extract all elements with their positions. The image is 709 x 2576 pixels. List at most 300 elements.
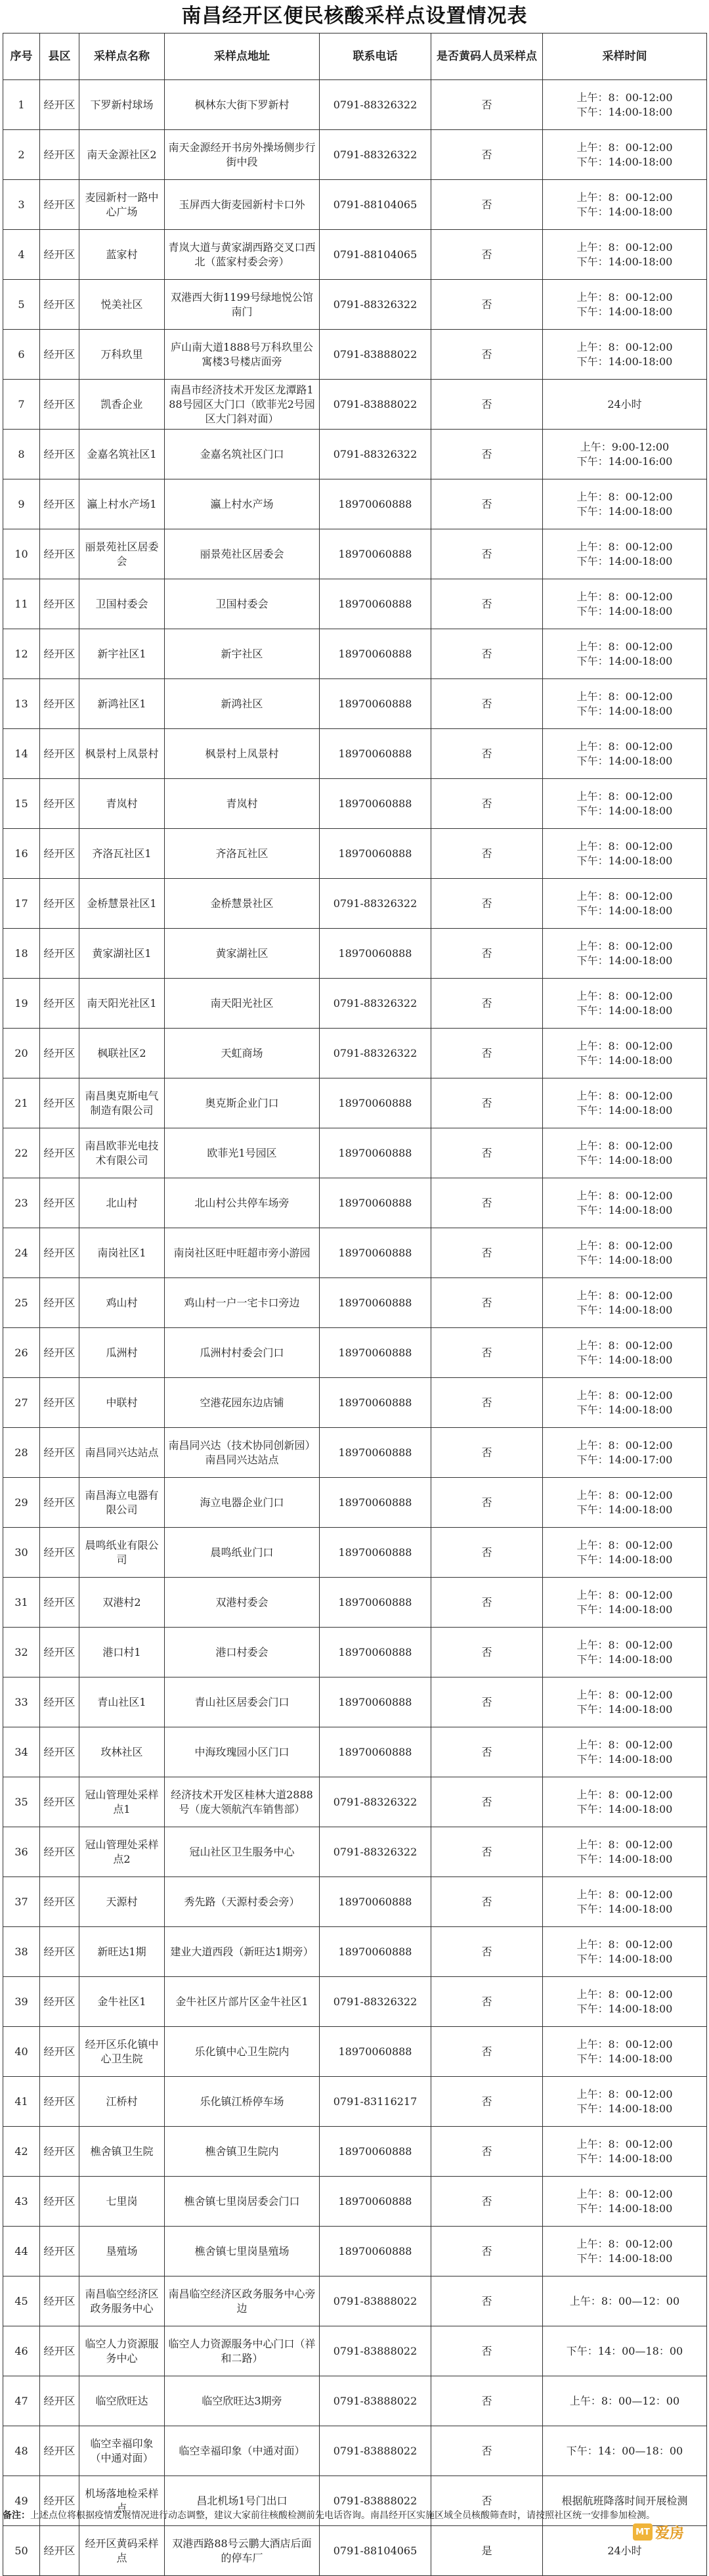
time-line: 下午：14:00-18:00 bbox=[576, 1553, 673, 1566]
cell-site-name: 金嘉名筑社区1 bbox=[79, 430, 165, 479]
cell-time bbox=[543, 1228, 707, 1278]
cell-time bbox=[543, 2276, 707, 2326]
cell-time bbox=[543, 1777, 707, 1827]
time-line: 下午：14:00-18:00 bbox=[576, 1103, 673, 1117]
cell-no: 42 bbox=[3, 2127, 40, 2177]
cell-yellow-code: 否 bbox=[431, 280, 543, 330]
cell-phone: 0791-83888022 bbox=[320, 2476, 431, 2526]
cell-site-name: 新鸿社区1 bbox=[79, 679, 165, 729]
cell-no: 1 bbox=[3, 80, 40, 130]
cell-site-name: 经开区乐化镇中心卫生院 bbox=[79, 2027, 165, 2077]
cell-time bbox=[543, 2127, 707, 2177]
cell-phone: 0791-83888022 bbox=[320, 2276, 431, 2326]
time-line: 下午：14:00-18:00 bbox=[576, 904, 673, 917]
time-line: 上午：8：00—12：00 bbox=[569, 2294, 680, 2307]
cell-address: 樵舍镇七里岗居委会门口 bbox=[165, 2177, 320, 2227]
cell-district: 经开区 bbox=[40, 80, 79, 130]
time-line: 上午：8：00-12:00 bbox=[576, 1988, 673, 2001]
time-line: 下午：14:00-17:00 bbox=[576, 1453, 673, 1466]
cell-site-name: 垦殖场 bbox=[79, 2227, 165, 2276]
cell-no: 50 bbox=[3, 2526, 40, 2576]
cell-site-name: 冠山管理处采样点2 bbox=[79, 1827, 165, 1877]
cell-address: 临空人力资源服务中心门口（祥和二路） bbox=[165, 2326, 320, 2376]
cell-address: 天虹商场 bbox=[165, 1029, 320, 1078]
time-line: 上午：8：00-12:00 bbox=[576, 2237, 673, 2250]
cell-yellow-code: 否 bbox=[431, 1677, 543, 1727]
cell-no: 15 bbox=[3, 779, 40, 829]
table-row bbox=[3, 629, 707, 679]
time-line: 下午：14:00-18:00 bbox=[576, 205, 673, 218]
cell-yellow-code: 否 bbox=[431, 1777, 543, 1827]
cell-phone: 0791-83888022 bbox=[320, 2326, 431, 2376]
table-row bbox=[3, 2177, 707, 2227]
time-line: 下午：14:00-18:00 bbox=[576, 504, 673, 518]
cell-yellow-code: 否 bbox=[431, 1877, 543, 1927]
time-line: 下午：14:00-18:00 bbox=[576, 255, 673, 268]
time-line: 下午：14:00-18:00 bbox=[576, 2202, 673, 2215]
cell-site-name: 南岗社区1 bbox=[79, 1228, 165, 1278]
cell-district: 经开区 bbox=[40, 1378, 79, 1428]
cell-address: 乐化镇江桥停车场 bbox=[165, 2077, 320, 2127]
cell-site-name: 港口村1 bbox=[79, 1628, 165, 1677]
time-line: 下午：14:00-18:00 bbox=[576, 1852, 673, 1865]
table-row bbox=[3, 330, 707, 380]
cell-yellow-code: 否 bbox=[431, 2326, 543, 2376]
cell-address: 空港花园东边店铺 bbox=[165, 1378, 320, 1428]
cell-site-name: 凯香企业 bbox=[79, 380, 165, 430]
cell-district: 经开区 bbox=[40, 729, 79, 779]
time-line: 上午：8：00-12:00 bbox=[576, 690, 673, 703]
cell-site-name: 南昌临空经济区政务服务中心 bbox=[79, 2276, 165, 2326]
cell-address: 金桥慧景社区 bbox=[165, 879, 320, 929]
time-line: 下午：14:00-18:00 bbox=[576, 1303, 673, 1316]
table-header-row bbox=[3, 33, 707, 80]
table-row bbox=[3, 1078, 707, 1128]
cell-district: 经开区 bbox=[40, 479, 79, 529]
cell-time bbox=[543, 979, 707, 1029]
cell-phone: 18970060888 bbox=[320, 1128, 431, 1178]
cell-yellow-code: 否 bbox=[431, 430, 543, 479]
cell-time bbox=[543, 1927, 707, 1977]
cell-district: 经开区 bbox=[40, 1628, 79, 1677]
cell-time bbox=[543, 1528, 707, 1578]
time-line: 上午：8：00-12:00 bbox=[576, 2037, 673, 2051]
cell-time bbox=[543, 829, 707, 879]
cell-phone: 18970060888 bbox=[320, 1727, 431, 1777]
cell-phone: 18970060888 bbox=[320, 629, 431, 679]
cell-address: 南昌同兴达（技术协同创新园）南昌同兴达站点 bbox=[165, 1428, 320, 1478]
cell-time bbox=[543, 180, 707, 230]
cell-yellow-code: 否 bbox=[431, 2376, 543, 2426]
cell-phone: 0791-88104065 bbox=[320, 230, 431, 280]
cell-site-name: 樵舍镇卫生院 bbox=[79, 2127, 165, 2177]
cell-no: 27 bbox=[3, 1378, 40, 1428]
cell-site-name: 冠山管理处采样点1 bbox=[79, 1777, 165, 1827]
cell-phone: 0791-88326322 bbox=[320, 430, 431, 479]
time-line: 上午：8：00-12:00 bbox=[576, 1938, 673, 1951]
cell-yellow-code: 否 bbox=[431, 2276, 543, 2326]
cell-no: 35 bbox=[3, 1777, 40, 1827]
cell-yellow-code: 否 bbox=[431, 1078, 543, 1128]
table-row bbox=[3, 529, 707, 579]
table-row bbox=[3, 1977, 707, 2027]
cell-district: 经开区 bbox=[40, 430, 79, 479]
cell-phone: 0791-88104065 bbox=[320, 2526, 431, 2576]
cell-no: 47 bbox=[3, 2376, 40, 2426]
cell-district: 经开区 bbox=[40, 2476, 79, 2526]
cell-no: 46 bbox=[3, 2326, 40, 2376]
time-line: 上午：8：00-12:00 bbox=[576, 2187, 673, 2200]
cell-address: 南昌临空经济区政务服务中心旁边 bbox=[165, 2276, 320, 2326]
cell-no: 8 bbox=[3, 430, 40, 479]
cell-yellow-code: 否 bbox=[431, 1178, 543, 1228]
cell-address: 齐洛瓦社区 bbox=[165, 829, 320, 879]
time-line: 下午：14:00-18:00 bbox=[576, 2152, 673, 2165]
cell-no: 26 bbox=[3, 1328, 40, 1378]
cell-address: 港口村委会 bbox=[165, 1628, 320, 1677]
cell-site-name: 下罗新村球场 bbox=[79, 80, 165, 130]
time-line: 下午：14:00-18:00 bbox=[576, 1902, 673, 1915]
cell-no: 18 bbox=[3, 929, 40, 979]
cell-address: 北山村公共停车场旁 bbox=[165, 1178, 320, 1228]
cell-yellow-code: 否 bbox=[431, 979, 543, 1029]
cell-no: 14 bbox=[3, 729, 40, 779]
time-line: 24小时 bbox=[607, 397, 642, 411]
cell-site-name: 江桥村 bbox=[79, 2077, 165, 2127]
cell-no: 22 bbox=[3, 1128, 40, 1178]
cell-district: 经开区 bbox=[40, 130, 79, 180]
cell-no: 44 bbox=[3, 2227, 40, 2276]
time-line: 上午：8：00-12:00 bbox=[576, 1488, 673, 1501]
cell-time bbox=[543, 2077, 707, 2127]
cell-time bbox=[543, 479, 707, 529]
cell-phone: 0791-88326322 bbox=[320, 1029, 431, 1078]
cell-district: 经开区 bbox=[40, 2326, 79, 2376]
cell-yellow-code: 否 bbox=[431, 1478, 543, 1528]
time-line: 上午：8：00-12:00 bbox=[576, 989, 673, 1002]
table-row bbox=[3, 1178, 707, 1228]
cell-address: 新宇社区 bbox=[165, 629, 320, 679]
table-body bbox=[3, 80, 707, 2576]
cell-district: 经开区 bbox=[40, 529, 79, 579]
cell-no: 45 bbox=[3, 2276, 40, 2326]
cell-phone: 18970060888 bbox=[320, 479, 431, 529]
table-row bbox=[3, 230, 707, 280]
cell-site-name: 临空欣旺达 bbox=[79, 2376, 165, 2426]
cell-yellow-code: 否 bbox=[431, 2426, 543, 2476]
cell-no: 13 bbox=[3, 679, 40, 729]
cell-time bbox=[543, 1727, 707, 1777]
table-row bbox=[3, 929, 707, 979]
table-row bbox=[3, 1328, 707, 1378]
table-row bbox=[3, 1877, 707, 1927]
table-row bbox=[3, 1378, 707, 1428]
time-line: 上午：8：00-12:00 bbox=[576, 1438, 673, 1452]
time-line: 上午：8：00-12:00 bbox=[576, 1189, 673, 1202]
cell-yellow-code: 否 bbox=[431, 180, 543, 230]
cell-site-name: 丽景苑社区居委会 bbox=[79, 529, 165, 579]
table-row bbox=[3, 2326, 707, 2376]
cell-no: 2 bbox=[3, 130, 40, 180]
cell-site-name: 临空人力资源服务中心 bbox=[79, 2326, 165, 2376]
cell-district: 经开区 bbox=[40, 1727, 79, 1777]
cell-no: 32 bbox=[3, 1628, 40, 1677]
cell-time bbox=[543, 929, 707, 979]
cell-site-name: 新宇社区1 bbox=[79, 629, 165, 679]
time-line: 上午：8：00-12:00 bbox=[576, 141, 673, 154]
cell-yellow-code: 否 bbox=[431, 2476, 543, 2526]
cell-yellow-code: 否 bbox=[431, 1827, 543, 1877]
time-line: 下午：14:00-18:00 bbox=[576, 1353, 673, 1366]
cell-no: 16 bbox=[3, 829, 40, 879]
cell-site-name: 南天金源社区2 bbox=[79, 130, 165, 180]
time-line: 上午：8：00-12:00 bbox=[576, 640, 673, 653]
page-title: 南昌经开区便民核酸采样点设置情况表 bbox=[181, 5, 528, 28]
time-line: 上午：8：00-12:00 bbox=[576, 1239, 673, 1252]
cell-no: 40 bbox=[3, 2027, 40, 2077]
cell-district: 经开区 bbox=[40, 2426, 79, 2476]
cell-yellow-code: 否 bbox=[431, 2077, 543, 2127]
table-row bbox=[3, 2077, 707, 2127]
table-row bbox=[3, 729, 707, 779]
cell-site-name: 天源村 bbox=[79, 1877, 165, 1927]
cell-no: 12 bbox=[3, 629, 40, 679]
time-line: 下午：14:00-18:00 bbox=[576, 1752, 673, 1765]
cell-district: 经开区 bbox=[40, 1278, 79, 1328]
cell-yellow-code: 否 bbox=[431, 1977, 543, 2027]
cell-time bbox=[543, 529, 707, 579]
header-yellow-code: 是否黄码人员采样点 bbox=[431, 33, 543, 80]
cell-phone: 0791-88104065 bbox=[320, 180, 431, 230]
table-row bbox=[3, 430, 707, 479]
table-row bbox=[3, 879, 707, 929]
table-row bbox=[3, 1228, 707, 1278]
cell-phone: 18970060888 bbox=[320, 929, 431, 979]
cell-time bbox=[543, 330, 707, 380]
cell-yellow-code: 否 bbox=[431, 1029, 543, 1078]
time-line: 下午：14:00-18:00 bbox=[576, 754, 673, 767]
cell-time bbox=[543, 1428, 707, 1478]
cell-site-name: 青岚村 bbox=[79, 779, 165, 829]
cell-time bbox=[543, 2177, 707, 2227]
cell-address: 欧菲光1号园区 bbox=[165, 1128, 320, 1178]
cell-time bbox=[543, 2227, 707, 2276]
cell-yellow-code: 否 bbox=[431, 1228, 543, 1278]
time-line: 下午：14:00-16:00 bbox=[576, 455, 673, 468]
cell-yellow-code: 是 bbox=[431, 2526, 543, 2576]
cell-yellow-code: 否 bbox=[431, 2177, 543, 2227]
cell-time bbox=[543, 1827, 707, 1877]
cell-time bbox=[543, 1029, 707, 1078]
cell-yellow-code: 否 bbox=[431, 1428, 543, 1478]
cell-address: 南岗社区旺中旺超市旁小游园 bbox=[165, 1228, 320, 1278]
cell-address: 青山社区居委会门口 bbox=[165, 1677, 320, 1727]
cell-phone: 18970060888 bbox=[320, 679, 431, 729]
sampling-sites-table bbox=[3, 33, 707, 2576]
footer-text: 上述点位将根据疫情发展情况进行动态调整，建议大家前往核酸检测前先电话咨询。南昌经开区实施区域全员核酸筛查时，请按照社区统一安排参加检测。 bbox=[30, 2510, 655, 2521]
cell-district: 经开区 bbox=[40, 2077, 79, 2127]
cell-no: 48 bbox=[3, 2426, 40, 2476]
cell-phone: 0791-88326322 bbox=[320, 1977, 431, 2027]
cell-time bbox=[543, 1578, 707, 1628]
table-row bbox=[3, 1278, 707, 1328]
table-row bbox=[3, 2227, 707, 2276]
time-line: 上午：8：00-12:00 bbox=[576, 190, 673, 204]
cell-district: 经开区 bbox=[40, 330, 79, 380]
time-line: 上午：8：00-12:00 bbox=[576, 939, 673, 952]
cell-no: 37 bbox=[3, 1877, 40, 1927]
table-row bbox=[3, 479, 707, 529]
cell-district: 经开区 bbox=[40, 1078, 79, 1128]
cell-time bbox=[543, 2027, 707, 2077]
cell-yellow-code: 否 bbox=[431, 130, 543, 180]
header-time: 采样时间 bbox=[543, 33, 707, 80]
table-row bbox=[3, 1029, 707, 1078]
time-line: 下午：14:00-18:00 bbox=[576, 1603, 673, 1616]
cell-site-name: 中联村 bbox=[79, 1378, 165, 1428]
cell-address: 临空幸福印象（中通对面） bbox=[165, 2426, 320, 2476]
cell-site-name: 南昌奥克斯电气制造有限公司 bbox=[79, 1078, 165, 1128]
cell-address: 新鸿社区 bbox=[165, 679, 320, 729]
cell-site-name: 玫林社区 bbox=[79, 1727, 165, 1777]
cell-district: 经开区 bbox=[40, 1228, 79, 1278]
time-line: 上午：8：00-12:00 bbox=[576, 91, 673, 104]
cell-yellow-code: 否 bbox=[431, 2227, 543, 2276]
time-line: 下午：14:00-18:00 bbox=[576, 2102, 673, 2115]
cell-address: 奥克斯企业门口 bbox=[165, 1078, 320, 1128]
time-line: 下午：14:00-18:00 bbox=[576, 1653, 673, 1666]
time-line: 上午：8：00-12:00 bbox=[576, 1588, 673, 1601]
cell-address: 青岚村 bbox=[165, 779, 320, 829]
time-line: 根据航班降落时间开展检测 bbox=[561, 2494, 688, 2507]
cell-address: 枫景村上凤景村 bbox=[165, 729, 320, 779]
cell-district: 经开区 bbox=[40, 2027, 79, 2077]
cell-no: 31 bbox=[3, 1578, 40, 1628]
cell-yellow-code: 否 bbox=[431, 879, 543, 929]
cell-yellow-code: 否 bbox=[431, 779, 543, 829]
cell-district: 经开区 bbox=[40, 829, 79, 879]
cell-phone: 0791-88326322 bbox=[320, 280, 431, 330]
table-row bbox=[3, 1128, 707, 1178]
cell-yellow-code: 否 bbox=[431, 1328, 543, 1378]
cell-yellow-code: 否 bbox=[431, 1628, 543, 1677]
watermark-logo bbox=[633, 2521, 705, 2543]
time-line: 上午：8：00-12:00 bbox=[576, 740, 673, 753]
cell-district: 经开区 bbox=[40, 1528, 79, 1578]
time-line: 上午：8：00-12:00 bbox=[576, 1838, 673, 1851]
time-line: 上午：8：00-12:00 bbox=[576, 1339, 673, 1352]
time-line: 下午：14:00-18:00 bbox=[576, 2002, 673, 2015]
cell-site-name: 卫国村委会 bbox=[79, 579, 165, 629]
cell-address: 双港村委会 bbox=[165, 1578, 320, 1628]
time-line: 下午：14:00-18:00 bbox=[576, 1054, 673, 1067]
cell-site-name: 南昌欧菲光电技术有限公司 bbox=[79, 1128, 165, 1178]
cell-district: 经开区 bbox=[40, 2526, 79, 2576]
cell-site-name: 万科玖里 bbox=[79, 330, 165, 380]
cell-address: 瀛上村水产场 bbox=[165, 479, 320, 529]
cell-district: 经开区 bbox=[40, 380, 79, 430]
cell-phone: 18970060888 bbox=[320, 579, 431, 629]
table-row bbox=[3, 2127, 707, 2177]
cell-district: 经开区 bbox=[40, 579, 79, 629]
time-line: 上午：8：00-12:00 bbox=[576, 1039, 673, 1052]
cell-phone: 18970060888 bbox=[320, 2127, 431, 2177]
cell-yellow-code: 否 bbox=[431, 1128, 543, 1178]
table-row bbox=[3, 2276, 707, 2326]
cell-phone: 18970060888 bbox=[320, 1927, 431, 1977]
cell-address: 庐山南大道1888号万科玖里公寓楼3号楼店面旁 bbox=[165, 330, 320, 380]
cell-time bbox=[543, 1677, 707, 1727]
cell-phone: 18970060888 bbox=[320, 779, 431, 829]
cell-phone: 0791-83888022 bbox=[320, 2426, 431, 2476]
cell-address: 秀先路（天源村委会旁） bbox=[165, 1877, 320, 1927]
cell-site-name: 齐洛瓦社区1 bbox=[79, 829, 165, 879]
cell-time bbox=[543, 1628, 707, 1677]
header-address: 采样点地址 bbox=[165, 33, 320, 80]
time-line: 上午：8：00-12:00 bbox=[576, 1738, 673, 1751]
table-row bbox=[3, 180, 707, 230]
cell-district: 经开区 bbox=[40, 2127, 79, 2177]
table-row bbox=[3, 1478, 707, 1528]
time-line: 上午：8：00-12:00 bbox=[576, 590, 673, 603]
cell-no: 38 bbox=[3, 1927, 40, 1977]
time-line: 上午：8：00-12:00 bbox=[576, 1888, 673, 1901]
cell-address: 冠山社区卫生服务中心 bbox=[165, 1827, 320, 1877]
cell-phone: 0791-88326322 bbox=[320, 1777, 431, 1827]
cell-site-name: 麦园新村一路中心广场 bbox=[79, 180, 165, 230]
cell-time bbox=[543, 1278, 707, 1328]
time-line: 下午：14:00-18:00 bbox=[576, 654, 673, 667]
cell-time bbox=[543, 1078, 707, 1128]
cell-no: 21 bbox=[3, 1078, 40, 1128]
cell-phone: 18970060888 bbox=[320, 1677, 431, 1727]
table-row bbox=[3, 1927, 707, 1977]
logo-mark-icon: MT bbox=[633, 2523, 653, 2541]
time-line: 下午：14:00-18:00 bbox=[576, 1004, 673, 1017]
time-line: 上午：8：00-12:00 bbox=[576, 1089, 673, 1102]
time-line: 上午：8：00-12:00 bbox=[576, 1538, 673, 1551]
cell-yellow-code: 否 bbox=[431, 629, 543, 679]
cell-district: 经开区 bbox=[40, 2276, 79, 2326]
cell-district: 经开区 bbox=[40, 2376, 79, 2426]
cell-time bbox=[543, 1128, 707, 1178]
cell-district: 经开区 bbox=[40, 1578, 79, 1628]
header-district: 县区 bbox=[40, 33, 79, 80]
cell-yellow-code: 否 bbox=[431, 829, 543, 879]
cell-time bbox=[543, 380, 707, 430]
time-line: 上午：8：00-12:00 bbox=[576, 290, 673, 303]
cell-phone: 0791-88326322 bbox=[320, 879, 431, 929]
cell-district: 经开区 bbox=[40, 879, 79, 929]
cell-time bbox=[543, 1178, 707, 1228]
cell-phone: 18970060888 bbox=[320, 1877, 431, 1927]
cell-yellow-code: 否 bbox=[431, 479, 543, 529]
cell-no: 11 bbox=[3, 579, 40, 629]
time-line: 下午：14:00-18:00 bbox=[576, 355, 673, 368]
time-line: 上午：8：00-12:00 bbox=[576, 240, 673, 254]
cell-time bbox=[543, 2426, 707, 2476]
cell-phone: 18970060888 bbox=[320, 2227, 431, 2276]
time-line: 上午：8：00-12:00 bbox=[576, 839, 673, 853]
cell-phone: 0791-83888022 bbox=[320, 380, 431, 430]
cell-site-name: 双港村2 bbox=[79, 1578, 165, 1628]
cell-no: 4 bbox=[3, 230, 40, 280]
table-row bbox=[3, 1578, 707, 1628]
cell-district: 经开区 bbox=[40, 629, 79, 679]
cell-yellow-code: 否 bbox=[431, 2127, 543, 2177]
table-row bbox=[3, 579, 707, 629]
cell-yellow-code: 否 bbox=[431, 679, 543, 729]
